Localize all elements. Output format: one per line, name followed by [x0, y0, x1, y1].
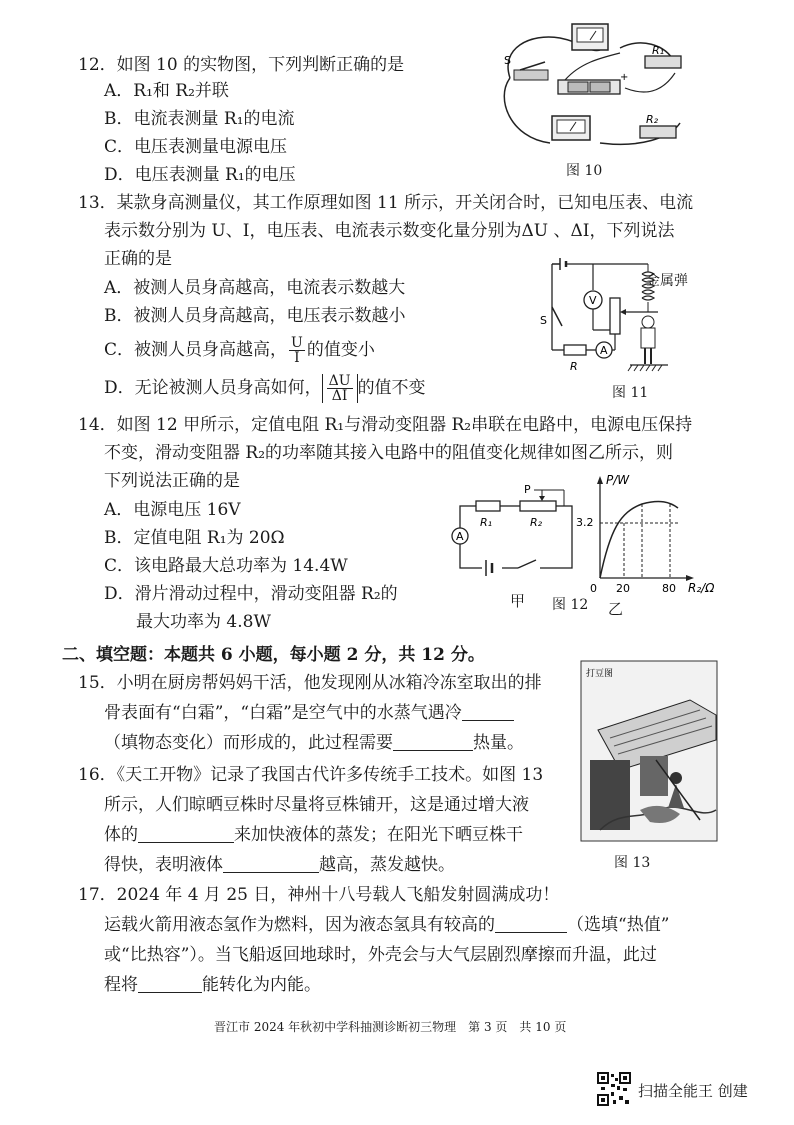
q13-stem-line1: 13．某款身高测量仪，其工作原理如图 11 所示，开关闭合时，已知电压表、电流 — [78, 193, 694, 213]
figure-10-caption: 图 10 — [566, 163, 603, 179]
fig12-r1-label: R₁ — [480, 516, 493, 529]
q17-line1: 17．2024 年 4 月 25 日，神州十八号载人飞船发射圆满成功！ — [78, 885, 560, 905]
q14-option-d-cont: 最大功率为 4.8W — [136, 612, 271, 632]
fig12-a-label: A — [456, 530, 464, 543]
figure-12-sub-a: 甲 — [510, 592, 526, 610]
page-footer: 晋江市 2024 年秋初中学科抽测诊断初三物理 第 3 页 共 10 页 — [214, 1020, 567, 1034]
q14-option-b: B．定值电阻 R₁为 20Ω — [104, 528, 285, 548]
q16-line3: 体的 来加快液体的蒸发；在阳光下晒豆株干 — [104, 825, 523, 845]
q14-option-c: C．该电路最大总功率为 14.4W — [104, 556, 348, 576]
svg-text:+: + — [620, 72, 629, 83]
q15-line1: 15．小明在厨房帮妈妈干活，他发现刚从冰箱冷冻室取出的排 — [78, 673, 542, 693]
fig12-origin: 0 — [590, 582, 597, 595]
fig12-x-axis-label: R₂/Ω — [688, 581, 715, 595]
fig12-r2-label: R₂ — [530, 516, 543, 529]
figure-12-caption: 图 12 — [552, 597, 589, 613]
q17-line4: 程将 能转化为内能。 — [104, 975, 321, 995]
fig11-r-label: R — [570, 360, 578, 373]
figure-12-circuit — [446, 484, 576, 584]
figure-11-caption: 图 11 — [612, 385, 649, 401]
q13-stem-line3: 正确的是 — [104, 249, 172, 269]
q15-blank-2[interactable] — [393, 732, 473, 751]
q14-stem-line2: 不变，滑动变阻器 R₂的功率随其接入电路中的阻值变化规律如图乙所示，则 — [104, 443, 674, 463]
q12-stem: 12．如图 10 的实物图，下列判断正确的是 — [78, 55, 405, 75]
q14-stem-line1: 14．如图 12 甲所示，定值电阻 R₁与滑动变阻器 R₂串联在电路中，电源电压保持 — [78, 415, 693, 435]
q12-option-a: A．R₁和 R₂并联 — [104, 81, 229, 101]
fig12-y-tick: 3.2 — [576, 516, 594, 529]
fig11-s-label: S — [540, 314, 547, 327]
q16-line4: 得快，表明液体 越高，蒸发越快。 — [104, 855, 455, 875]
q15-line2: 骨表面有“白霜”，“白霜”是空气中的水蒸气遇冷 — [104, 700, 514, 726]
fig12-x-tick-80: 80 — [662, 582, 676, 595]
q17-line2: 运载火箭用液态氢作为燃料，因为液态氢具有较高的 （选填“热值” — [104, 915, 670, 935]
fig12-y-axis-label: P/W — [606, 473, 630, 487]
q16-line1: 16．《天工开物》记录了我国古代许多传统手工技术。如图 13 — [78, 765, 544, 785]
fig11-spring-label: 金属弹 — [646, 273, 688, 289]
fig10-s-label: S — [504, 54, 511, 67]
fig11-v-label: V — [589, 294, 597, 307]
q16-line2: 所示，人们晾晒豆株时尽量将豆株铺开，这是通过增大液 — [104, 795, 529, 815]
fig10-r1-label: R₁ — [652, 44, 665, 57]
q13-option-c: C．被测人员身高越高， $\frac{U}{I}$ 的值变小 — [104, 335, 375, 366]
figure-13-illustration — [580, 660, 718, 842]
q12-option-c: C．电压表测量电源电压 — [104, 137, 288, 157]
fig12-x-tick-20: 20 — [616, 582, 630, 595]
figure-13-caption: 图 13 — [614, 855, 651, 871]
fig11-a-label: A — [600, 344, 608, 357]
q16-blank-2[interactable] — [223, 854, 319, 873]
section-2-heading: 二、填空题：本题共 6 小题，每小题 2 分，共 12 分。 — [62, 645, 485, 665]
q13-fraction-du-over-di: $\frac{\Delta U}{\Delta I}$ — [328, 373, 351, 404]
q15-line3: （填物态变化）而形成的，此过程需要 热量。 — [104, 733, 524, 753]
figure-10-circuit — [490, 18, 690, 160]
q13-option-d: D．无论被测人员身高如何， $\frac{\Delta U}{\Delta I}$ 的值不变 — [104, 373, 426, 404]
q17-blank-1[interactable] — [495, 914, 567, 933]
scanner-watermark: 扫描全能王 创建 — [638, 1082, 748, 1100]
q14-stem-line3: 下列说法正确的是 — [104, 471, 240, 491]
qr-code-icon — [597, 1072, 631, 1106]
fig12-p-label: P — [524, 484, 531, 496]
q13-stem-line2: 表示数分别为 U、I，电压表、电流表示数变化量分别为ΔU 、ΔI，下列说法 — [104, 221, 675, 241]
q14-option-d: D．滑片滑动过程中，滑动变阻器 R₂的 — [104, 584, 398, 604]
fig13-title: 打豆图 — [586, 669, 614, 679]
q13-option-b: B．被测人员身高越高，电压表示数越小 — [104, 306, 406, 326]
q17-line3: 或“比热容”）。当飞船返回地球时，外壳会与大气层剧烈摩擦而升温，此过 — [104, 945, 657, 965]
figure-12-sub-b: 乙 — [608, 600, 624, 618]
q12-option-b: B．电流表测量 R₁的电流 — [104, 109, 295, 129]
q13-option-a: A．被测人员身高越高，电流表示数越大 — [104, 278, 406, 298]
q14-option-a: A．电源电压 16V — [104, 500, 241, 520]
q12-option-d: D．电压表测量 R₁的电压 — [104, 165, 296, 185]
q17-blank-2[interactable] — [138, 974, 202, 993]
q16-blank-1[interactable] — [138, 824, 234, 843]
q15-blank-1[interactable] — [462, 702, 514, 721]
figure-12-graph — [572, 468, 732, 596]
fig10-r2-label: R₂ — [646, 113, 659, 126]
q13-fraction-u-over-i: $\frac{U}{I}$ — [291, 335, 303, 366]
